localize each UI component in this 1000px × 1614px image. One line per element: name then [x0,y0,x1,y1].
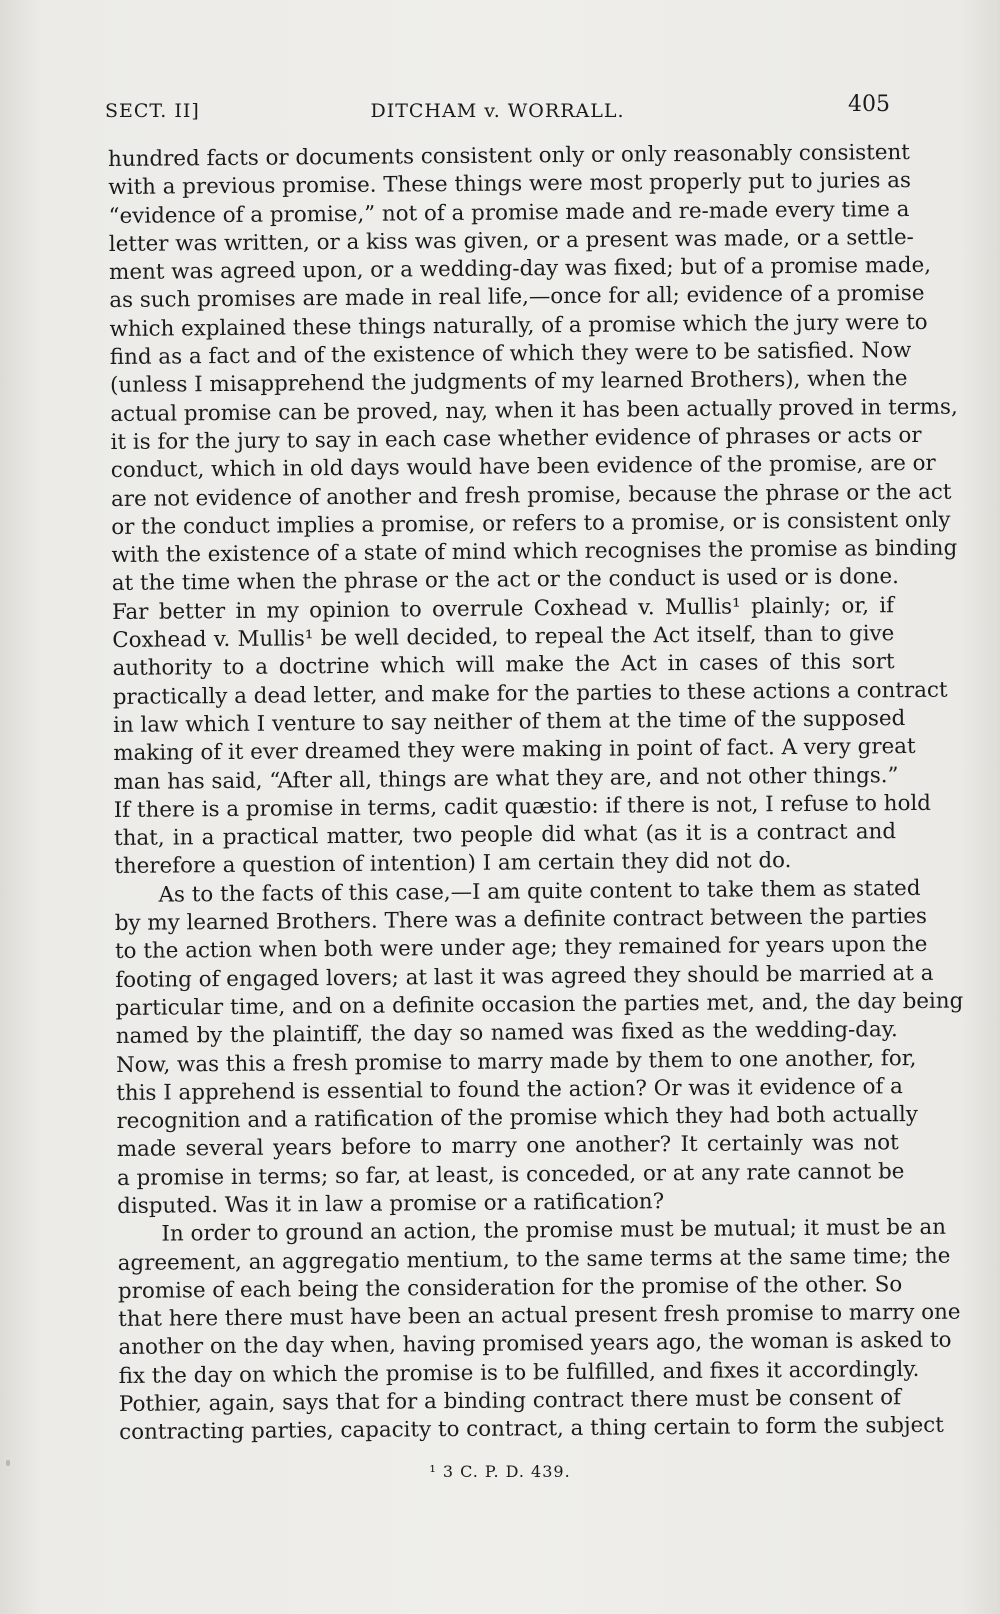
text-line: footing of engaged lovers; at last it was agreed they should be married at a [115,960,934,993]
page-number: 405 [848,92,890,117]
text-line: Coxhead v. Mullis¹ be well decided, to repeal the Act itself, than to give [112,621,895,654]
text-line: with the existence of a state of mind which recognises the promise as binding [111,535,958,569]
text-line: contracting parties, capacity to contract, a thing certain to form the subject [119,1413,944,1446]
text-line: are not evidence of another and fresh promise, because the phrase or the act [110,479,952,512]
text-line: man has said, “After all, things are what they are, and not other things.” [113,762,899,795]
section-label: SECT. II] [105,100,200,122]
text-line: a promise in terms; so far, at least, is conceded, or at any rate cannot be [116,1158,905,1191]
text-line: agreement, an aggregatio mentium, to the same terms at the same time; the [117,1243,951,1276]
text-line: or the conduct implies a promise, or refers to a promise, or is consistent only [111,507,951,540]
paragraph-start-line: In order to ground an action, the promise must be mutual; it must be an [161,1215,947,1247]
text-line: letter was written, or a kiss was given, or a present was made, or a settle- [108,224,914,257]
text-line: made several years before to marry one another? It certainly was not [116,1130,899,1163]
text-line: Now, was this a fresh promise to marry made by them to one another, for, [115,1045,917,1078]
text-line: in law which I venture to say neither of them at the time of the supposed [112,706,906,738]
text-line: practically a dead letter, and make for the parties to these actions a contract [112,677,948,710]
text-line: this I apprehend is essential to found the action? Or was it evidence of a [116,1073,903,1106]
running-header [105,92,890,128]
text-line: at the time when the phrase or the act or the conduct is used or is done. [111,564,900,597]
text-line: particular time, and on a definite occasion the parties met, and, the day being [115,988,964,1021]
text-line: named by the plaintiff, the day so named was fixed as the wedding-day. [115,1017,898,1050]
paragraph-start-line: As to the facts of this case,—I am quite content to take them as stated [158,875,921,908]
body-text [108,139,964,1447]
text-line: that, in a practical matter, two people did what (as it is a contract and [113,819,897,852]
text-line: If there is a promise in terms, cadit quæstio: if there is not, I refuse to hold [113,790,932,823]
text-line: authority to a doctrine which will make the Act in cases of this sort [112,649,895,682]
text-line: “evidence of a promise,” not of a promise made and re-made every time a [108,196,910,229]
text-line: with a previous promise. These things were most properly put to juries as [108,168,912,201]
text-line: hundred facts or documents consistent only or only reasonably consistent [108,140,910,172]
text-line: it is for the jury to say in each case whether evidence of phrases or acts or [110,422,922,455]
text-line: recognition and a ratification of the promise which they had both actually [116,1102,918,1135]
text-line: Far better in my opinion to overrule Coxhead v. Mullis¹ plainly; or, if [111,592,895,625]
page-smudge [6,1460,10,1466]
text-line: disputed. Was it in law a promise or a ratification? [117,1189,665,1219]
text-line: which explained these things naturally, of a promise which the jury were to [109,309,928,342]
text-line: promise of each being the consideration for the promise of the other. So [117,1271,903,1304]
text-line: Pothier, again, says that for a binding contract there must be consent of [118,1385,902,1418]
text-line: to the action when both were under age; they remained for years upon the [114,932,928,965]
text-line: therefore a question of intention) I am certain they did not do. [114,848,792,880]
text-line: ment was agreed upon, or a wedding-day was fixed; but of a promise made, [108,253,932,286]
text-line: as such promises are made in real life,—once for all; evidence of a promise [109,281,925,314]
text-line: that here there must have been an actual present fresh promise to marry one [118,1299,961,1333]
text-line: (unless I misapprehend the judgments of my learned Brothers), when the [109,366,908,399]
case-title: DITCHAM v. WORRALL. [370,100,625,122]
text-line: find as a fact and of the existence of which they were to be satisfied. Now [109,338,912,371]
text-line: actual promise can be proved, nay, when it has been actually proved in terms, [110,394,958,427]
text-line: another on the day when, having promised years ago, the woman is asked to [118,1328,952,1361]
text-line: fix the day on which the promise is to be fulfilled, and fixes it accordingly. [118,1356,920,1389]
text-line: conduct, which in old days would have been evidence of the promise, are or [110,451,936,484]
text-line: making of it ever dreamed they were making in point of fact. A very great [113,734,916,767]
text-line: by my learned Brothers. There was a definite contract between the parties [114,903,928,936]
footnote: ¹ 3 C. P. D. 439. [429,1462,571,1481]
